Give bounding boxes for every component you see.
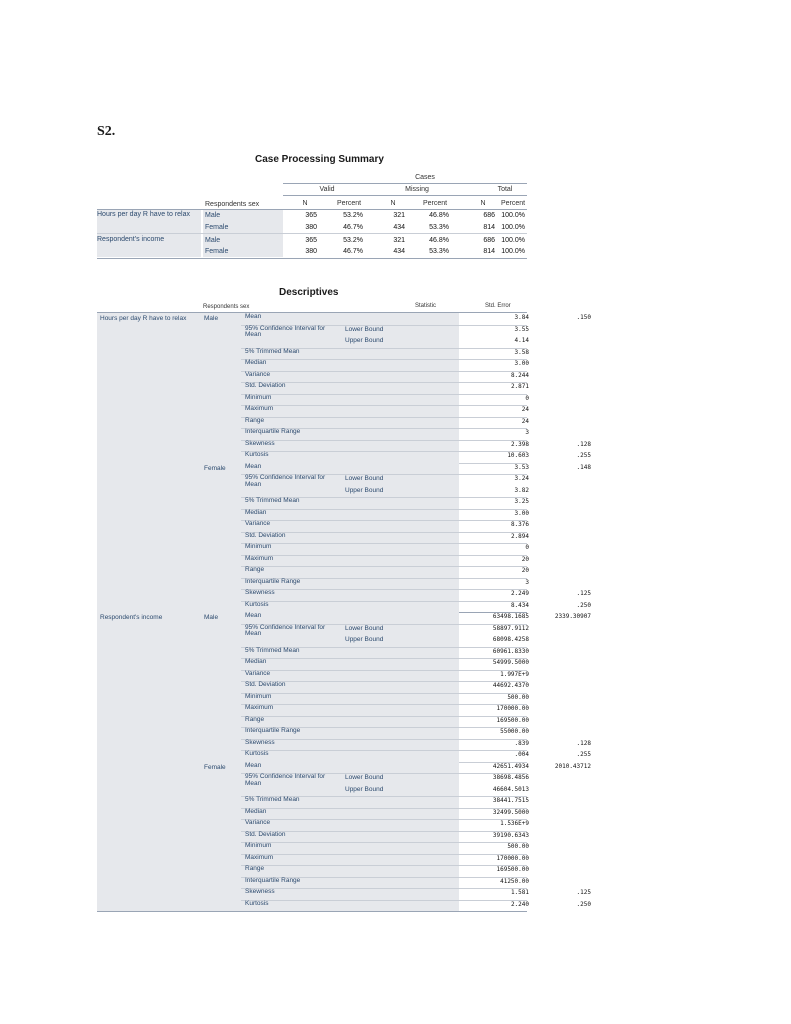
table-row [241,727,527,739]
cps-line [283,183,527,184]
desc-statistic: 3.84 [514,314,529,321]
table-row [241,693,527,705]
desc-variable-bg [97,313,201,463]
desc-std-error: .255 [576,452,591,459]
table-row [241,704,527,716]
desc-stat-name: Mean [245,761,262,769]
table-row [97,210,527,222]
cps-sex-header: Respondents sex [205,201,260,208]
desc-statistic: 20 [521,555,529,563]
desc-stat-name: 95% Confidence Interval for Mean [245,324,326,338]
cps-line [283,195,527,196]
desc-statistic: 2.240 [510,900,529,908]
desc-stat-name: Mean [245,313,262,320]
desc-statistic: 24 [521,417,529,425]
cps-title: Case Processing Summary [255,154,384,165]
desc-sex-bg [201,313,241,463]
desc-stat-name: 95% Confidence Interval for Mean [245,623,326,637]
desc-sex-bg [201,612,241,762]
desc-stat-name: Median [245,508,267,516]
desc-statistic: 170000.00 [496,705,529,712]
desc-stat-name: 5% Trimmed Mean [245,497,300,504]
desc-sex: Female [204,464,226,472]
desc-statistic: 3 [525,578,529,586]
desc-stat-name: Mean [245,612,262,619]
table-row [241,635,527,647]
desc-stat-name: Skewness [245,738,275,746]
desc-stat-name: Kurtosis [245,750,269,757]
table-row [241,888,591,900]
cps-cell: 686 [483,237,495,244]
desc-statistic: 4.14 [514,337,529,344]
cps-cell: 814 [483,224,495,231]
desc-bound: Lower Bound [345,325,384,333]
desc-statistic: 0 [525,544,529,551]
desc-bound: Lower Bound [345,624,384,632]
desc-std-error: .250 [576,601,591,609]
desc-stat-name: Maximum [245,704,274,711]
desc-stat-name: Range [245,715,265,723]
desc-std-error: .125 [576,590,591,597]
table-row [97,222,527,234]
desc-statistic: 10.603 [507,452,529,459]
table-row [241,773,527,785]
cps-variable: Respondent's income [97,236,165,243]
table-row [241,647,527,659]
desc-statistic: 170000.00 [496,854,529,862]
cps-cell: 365 [305,237,317,244]
desc-sex: Female [204,763,226,771]
desc-sex-bg [201,463,241,613]
desc-std-error: .255 [576,751,591,758]
desc-statistic: 8.244 [510,371,529,379]
desc-statistic: 38441.7515 [492,797,529,804]
desc-statistic: 2.894 [510,532,529,540]
table-row [241,865,527,877]
table-row [241,555,527,567]
descriptives-title: Descriptives [279,287,339,298]
desc-stat-name: Maximum [245,405,274,412]
desc-stat-name: Maximum [245,554,274,562]
table-row [241,670,527,682]
desc-statistic: 169500.00 [496,866,529,873]
desc-statistic: .839 [514,739,529,747]
desc-bound: Upper Bound [345,785,384,793]
cps-cell: 380 [305,224,317,231]
desc-stat-name: Std. Deviation [245,382,286,389]
desc-std-error: 2010.43712 [554,762,591,770]
table-row [241,899,591,912]
table-row [241,348,527,360]
desc-stat-name: 95% Confidence Interval for Mean [245,773,326,787]
desc-stat-name: 95% Confidence Interval for Mean [245,474,326,488]
desc-stat-name: Median [245,807,267,815]
desc-std-error: 2339.30907 [554,613,591,620]
desc-stat-name: Minimum [245,393,272,401]
desc-statistic: .004 [514,751,529,758]
desc-stat-name: Interquartile Range [245,577,301,585]
desc-statistic: 20 [521,567,529,574]
table-row [241,578,527,590]
cps-cell: 53.2% [343,237,363,244]
cps-cell: 434 [393,224,405,231]
desc-group-separator [97,911,527,912]
desc-bound: Upper Bound [345,486,384,494]
desc-stat-name: Range [245,566,265,573]
table-row [97,246,527,258]
desc-statistic: 3.53 [514,463,529,471]
cps-cell: 100.0% [501,224,525,231]
table-row [241,451,591,463]
desc-statistic: 1.997E+9 [500,670,529,678]
desc-variable-bg [97,612,201,762]
table-row [241,761,591,774]
desc-stat-name: Skewness [245,439,275,447]
table-row [241,428,527,440]
table-row [241,612,591,624]
table-row [241,532,527,544]
desc-statistic: 0 [525,394,529,402]
desc-statistic: 63498.1685 [492,613,529,620]
table-row [241,566,527,578]
desc-sex: Male [204,614,219,621]
cps-group-missing: Missing [405,186,429,193]
desc-std-error: .250 [576,900,591,908]
desc-stat-name: Maximum [245,853,274,861]
desc-statistic: 8.376 [510,521,529,528]
desc-statistic: 2.398 [510,440,529,448]
table-row [241,624,527,636]
desc-stat-name: Std. Deviation [245,830,286,838]
desc-statistic: 60961.8330 [492,647,529,655]
desc-sex-header: Respondents sex [203,304,250,310]
desc-statistic: 1.581 [510,889,529,896]
desc-statistic: 58897.9112 [492,624,529,632]
desc-statistic: 500.00 [507,843,529,850]
desc-stat-name: 5% Trimmed Mean [245,646,300,654]
cps-cell: 53.3% [429,224,449,231]
table-row [241,681,527,693]
cps-cell: 46.7% [343,248,363,255]
desc-statistic: 3.58 [514,348,529,356]
table-row [241,854,527,866]
desc-statistic: 3 [525,429,529,436]
cps-sex: Male [205,237,221,244]
desc-statistic: 8.434 [510,601,529,609]
desc-statistic: 55000.00 [500,728,529,735]
desc-stat-name: Interquartile Range [245,727,301,734]
desc-bound: Lower Bound [345,774,384,781]
section-heading: S2. [97,124,116,139]
desc-stat-name: Interquartile Range [245,876,301,884]
desc-statistic: 38698.4856 [492,774,529,781]
desc-statistic-header: Statistic [415,303,437,309]
desc-stat-name: Minimum [245,543,272,550]
cps-cell: 53.3% [429,248,449,255]
desc-statistic: 39190.6343 [492,831,529,839]
desc-stat-name: Median [245,658,267,665]
table-row [241,439,591,452]
desc-variable-bg [97,463,201,613]
cps-col-header: Percent [422,200,448,207]
table-row [241,589,591,601]
cps-cell: 46.8% [429,212,449,219]
table-row [241,796,527,808]
cps-cell: 686 [483,212,495,219]
desc-stat-name: Std. Deviation [245,681,286,688]
desc-statistic: 3.00 [514,509,529,517]
table-row [241,336,527,348]
cps-cell: 100.0% [501,237,525,244]
table-row [241,819,527,831]
desc-stat-name: 5% Trimmed Mean [245,347,300,355]
table-row [241,382,527,394]
desc-stat-name: Median [245,359,267,366]
desc-stat-name: Variance [245,819,271,826]
desc-stat-name: Skewness [245,888,275,895]
cps-col-header: N [390,200,396,207]
table-row [241,543,527,555]
table-row [241,474,527,486]
table-row [241,371,527,383]
cps-cases-header: Cases [415,174,435,181]
desc-std-error: .125 [576,889,591,896]
cps-cell: 100.0% [501,248,525,255]
desc-statistic: 1.536E+9 [500,820,529,827]
desc-statistic: 2.871 [510,383,529,390]
cps-cell: 46.7% [343,224,363,231]
cps-line [97,258,527,259]
cps-cell: 46.8% [429,237,449,244]
desc-stat-name: Kurtosis [245,899,269,907]
cps-col-header: N [302,200,308,207]
table-row [241,394,527,406]
desc-stat-name: Kurtosis [245,600,269,608]
desc-sex-bg [201,762,241,912]
desc-statistic: 3.24 [514,475,529,482]
desc-std-error: .128 [576,739,591,747]
table-row [241,600,591,613]
desc-statistic: 2.249 [510,590,529,597]
cps-group-total: Total [497,186,513,193]
desc-statistic: 46604.5013 [492,785,529,793]
desc-bound: Upper Bound [345,636,384,643]
desc-std-error: .150 [576,314,591,321]
cps-cell: 100.0% [501,212,525,219]
cps-variable: Hours per day R have to relax [97,211,190,218]
desc-statistic: 169500.00 [496,716,529,724]
desc-std-error: .128 [576,440,591,448]
cps-cell: 434 [393,248,405,255]
cps-cell: 53.2% [343,212,363,219]
desc-statistic: 3.55 [514,325,529,333]
desc-variable: Respondent's income [100,614,163,621]
table-row [241,738,591,751]
desc-stat-name: Variance [245,520,271,527]
desc-stat-name: Minimum [245,692,272,700]
cps-cell: 380 [305,248,317,255]
table-row [241,877,527,889]
cps-cell: 365 [305,212,317,219]
table-row [241,417,527,429]
table-row [241,497,527,509]
table-row [241,509,527,521]
desc-statistic: 42651.4934 [492,762,529,770]
cps-col-header: Percent [336,200,362,207]
table-row [241,462,591,475]
cps-sex: Female [205,224,229,231]
desc-stat-name: Std. Deviation [245,531,286,539]
table-row [241,716,527,728]
desc-stat-name: Variance [245,370,271,378]
table-row [241,313,591,325]
table-row [241,658,527,670]
desc-statistic: 44692.4370 [492,682,529,689]
desc-stat-name: 5% Trimmed Mean [245,796,300,803]
table-row [241,520,527,532]
desc-variable-bg [97,762,201,912]
cps-cell: 321 [393,212,405,219]
desc-stat-name: Skewness [245,589,275,596]
table-row [241,325,527,337]
desc-std-error: .148 [576,463,591,471]
table-row [241,359,527,371]
cps-col-header: N [480,200,486,207]
table-row [241,750,591,762]
cps-cell: 814 [483,248,495,255]
table-row [241,785,527,797]
cps-cell: 321 [393,237,405,244]
desc-statistic: 24 [521,406,529,413]
desc-stat-name: Kurtosis [245,451,269,458]
table-row [241,405,527,417]
desc-statistic: 41250.00 [500,877,529,885]
desc-statistic: 54999.5000 [492,659,529,666]
desc-sex: Male [204,315,219,322]
cps-group-valid: Valid [319,186,335,193]
cps-col-header: Percent [500,200,526,207]
desc-stat-name: Mean [245,462,262,470]
desc-statistic: 3.25 [514,498,529,505]
desc-statistic: 3.82 [514,486,529,494]
table-row [241,831,527,843]
cps-sex: Female [205,248,229,255]
desc-stat-name: Interquartile Range [245,428,301,435]
desc-stat-name: Minimum [245,842,272,849]
desc-statistic: 3.00 [514,360,529,367]
desc-stat-name: Range [245,865,265,872]
desc-statistic: 32499.5000 [492,808,529,816]
desc-statistic: 68098.4258 [492,636,529,643]
table-row [241,808,527,820]
desc-stat-name: Range [245,416,265,424]
table-row [241,486,527,498]
cps-sex: Male [205,212,221,219]
desc-variable: Hours per day R have to relax [100,315,187,322]
desc-bound: Lower Bound [345,475,384,482]
desc-stat-name: Variance [245,669,271,677]
desc-error-header: Std. Error [485,303,511,309]
desc-bound: Upper Bound [345,337,384,344]
desc-statistic: 500.00 [507,693,529,701]
table-row [241,842,527,854]
